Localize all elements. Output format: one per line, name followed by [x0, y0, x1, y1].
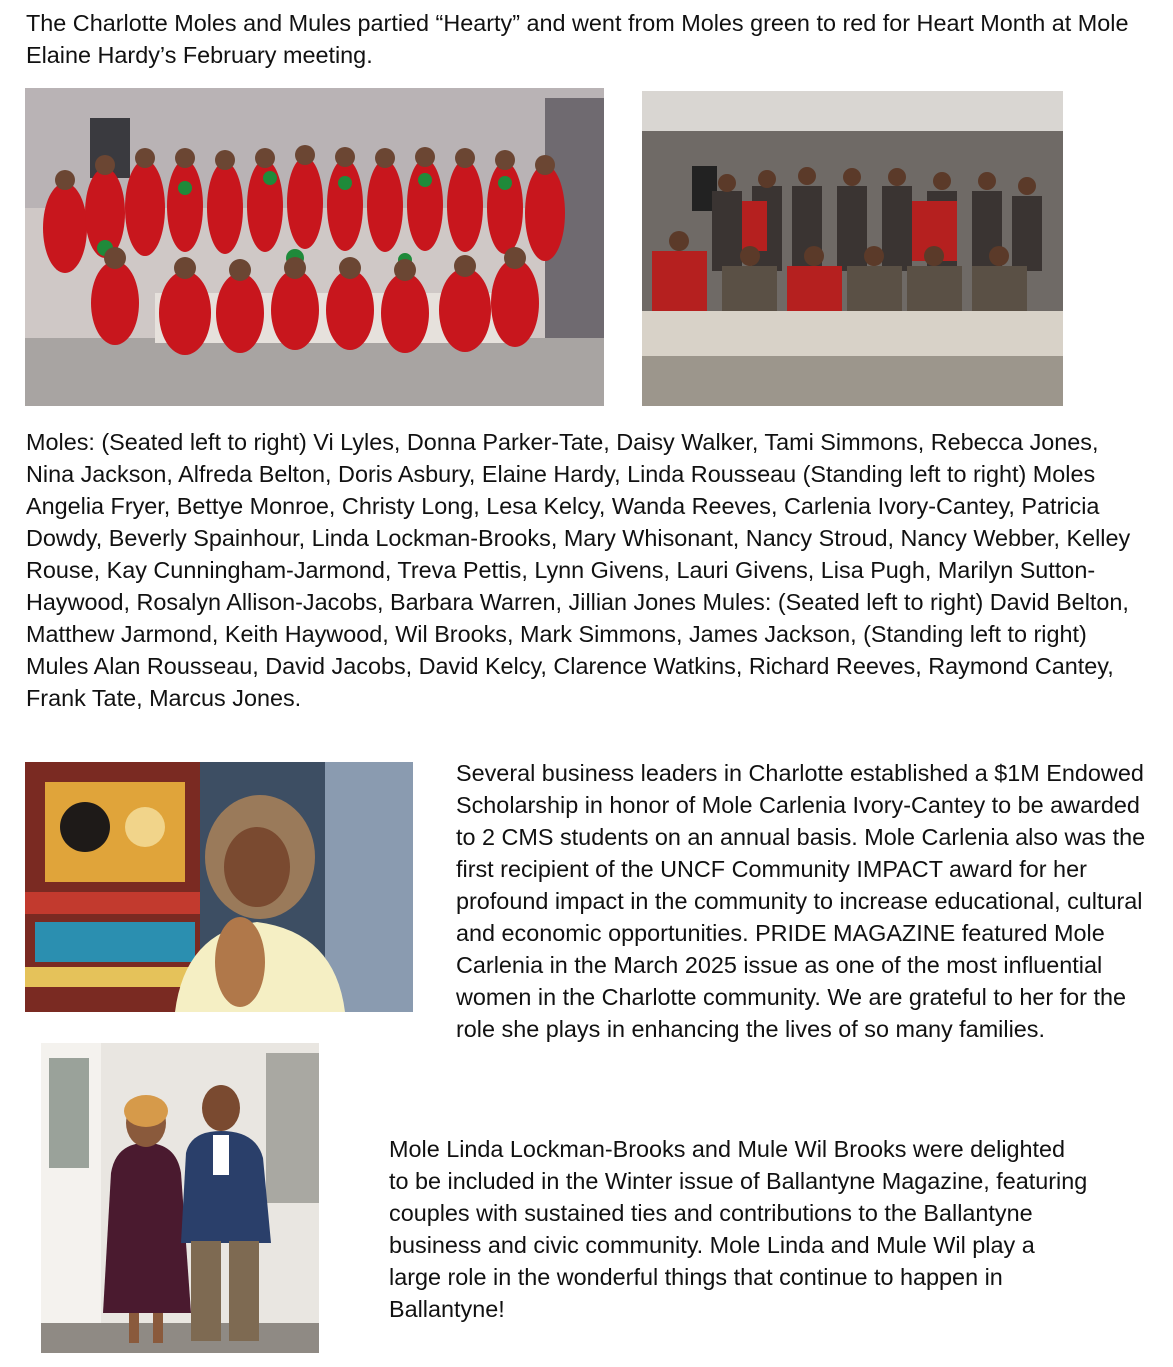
group-photo-caption: Moles: (Seated left to right) Vi Lyles, Donna Parker-Tate, Daisy Walker, Tami Simmons, Rebecca Jones, Nina Jackson, Alfreda Belton, Doris Asbury, Elaine Hardy, Linda Rousseau (Standing left to right) Moles Angelia Fryer, Bettye Monroe, Christy Long, Lesa Kelcy, Wanda Reeves, Carlenia Ivory-Cantey, Patricia Dowdy, Beverly Spainhour, Linda Lockman-Brooks, Mary Whisonant, Nancy Stroud, Nancy Webber, Kelley Rouse, Kay Cunningham-Jarmond, Treva Pettis, Lynn Givens, Lauri Givens, Lisa Pugh, Marilyn Sutton-Haywood, Rosalyn Allison-Jacobs, Barbara Warren, Jillian Jones Mules: (Seated left to right) David Belton, Matthew Jarmond, Keith Haywood, Wil Brooks, Mark Simmons, James Jackson, (Standing left to right) Mules Alan Rousseau, David Jacobs, David Kelcy, Clarence Watkins, Richard Reeves, Raymond Cantey, Frank Tate, Marcus Jones. — [26, 429, 1131, 711]
brooks-couple-paragraph: Mole Linda Lockman-Brooks and Mule Wil Brooks were delighted to be included in the Winter issue of Ballantyne Magazine, featuring couples with sustained ties and contributions to the Ballantyne business and civic community. Mole Linda and Mule Wil play a large role in the wonderful things that continue to happen in Ballantyne! — [389, 1136, 1088, 1322]
carlenia-portrait-photo — [25, 762, 413, 1012]
moles-group-photo — [25, 88, 604, 406]
mules-group-photo — [642, 91, 1063, 406]
intro-paragraph: The Charlotte Moles and Mules partied “Hearty” and went from Moles green to red for Heart Month at Mole Elaine Hardy’s February meeting. — [26, 10, 1129, 68]
scholarship-paragraph: Several business leaders in Charlotte established a $1M Endowed Scholarship in honor of Mole Carlenia Ivory-Cantey to be awarded to 2 CMS students on an annual basis. Mole Carlenia also was the first recipient of the UNCF Community IMPACT award for her profound impact in the community to increase educational, cultural and economic opportunities. PRIDE MAGAZINE featured Mole Carlenia in the March 2025 issue as one of the most influential women in the Charlotte community. We are grateful to her for the role she plays in enhancing the lives of so many families. — [456, 760, 1146, 1042]
brooks-couple-photo — [41, 1043, 319, 1353]
